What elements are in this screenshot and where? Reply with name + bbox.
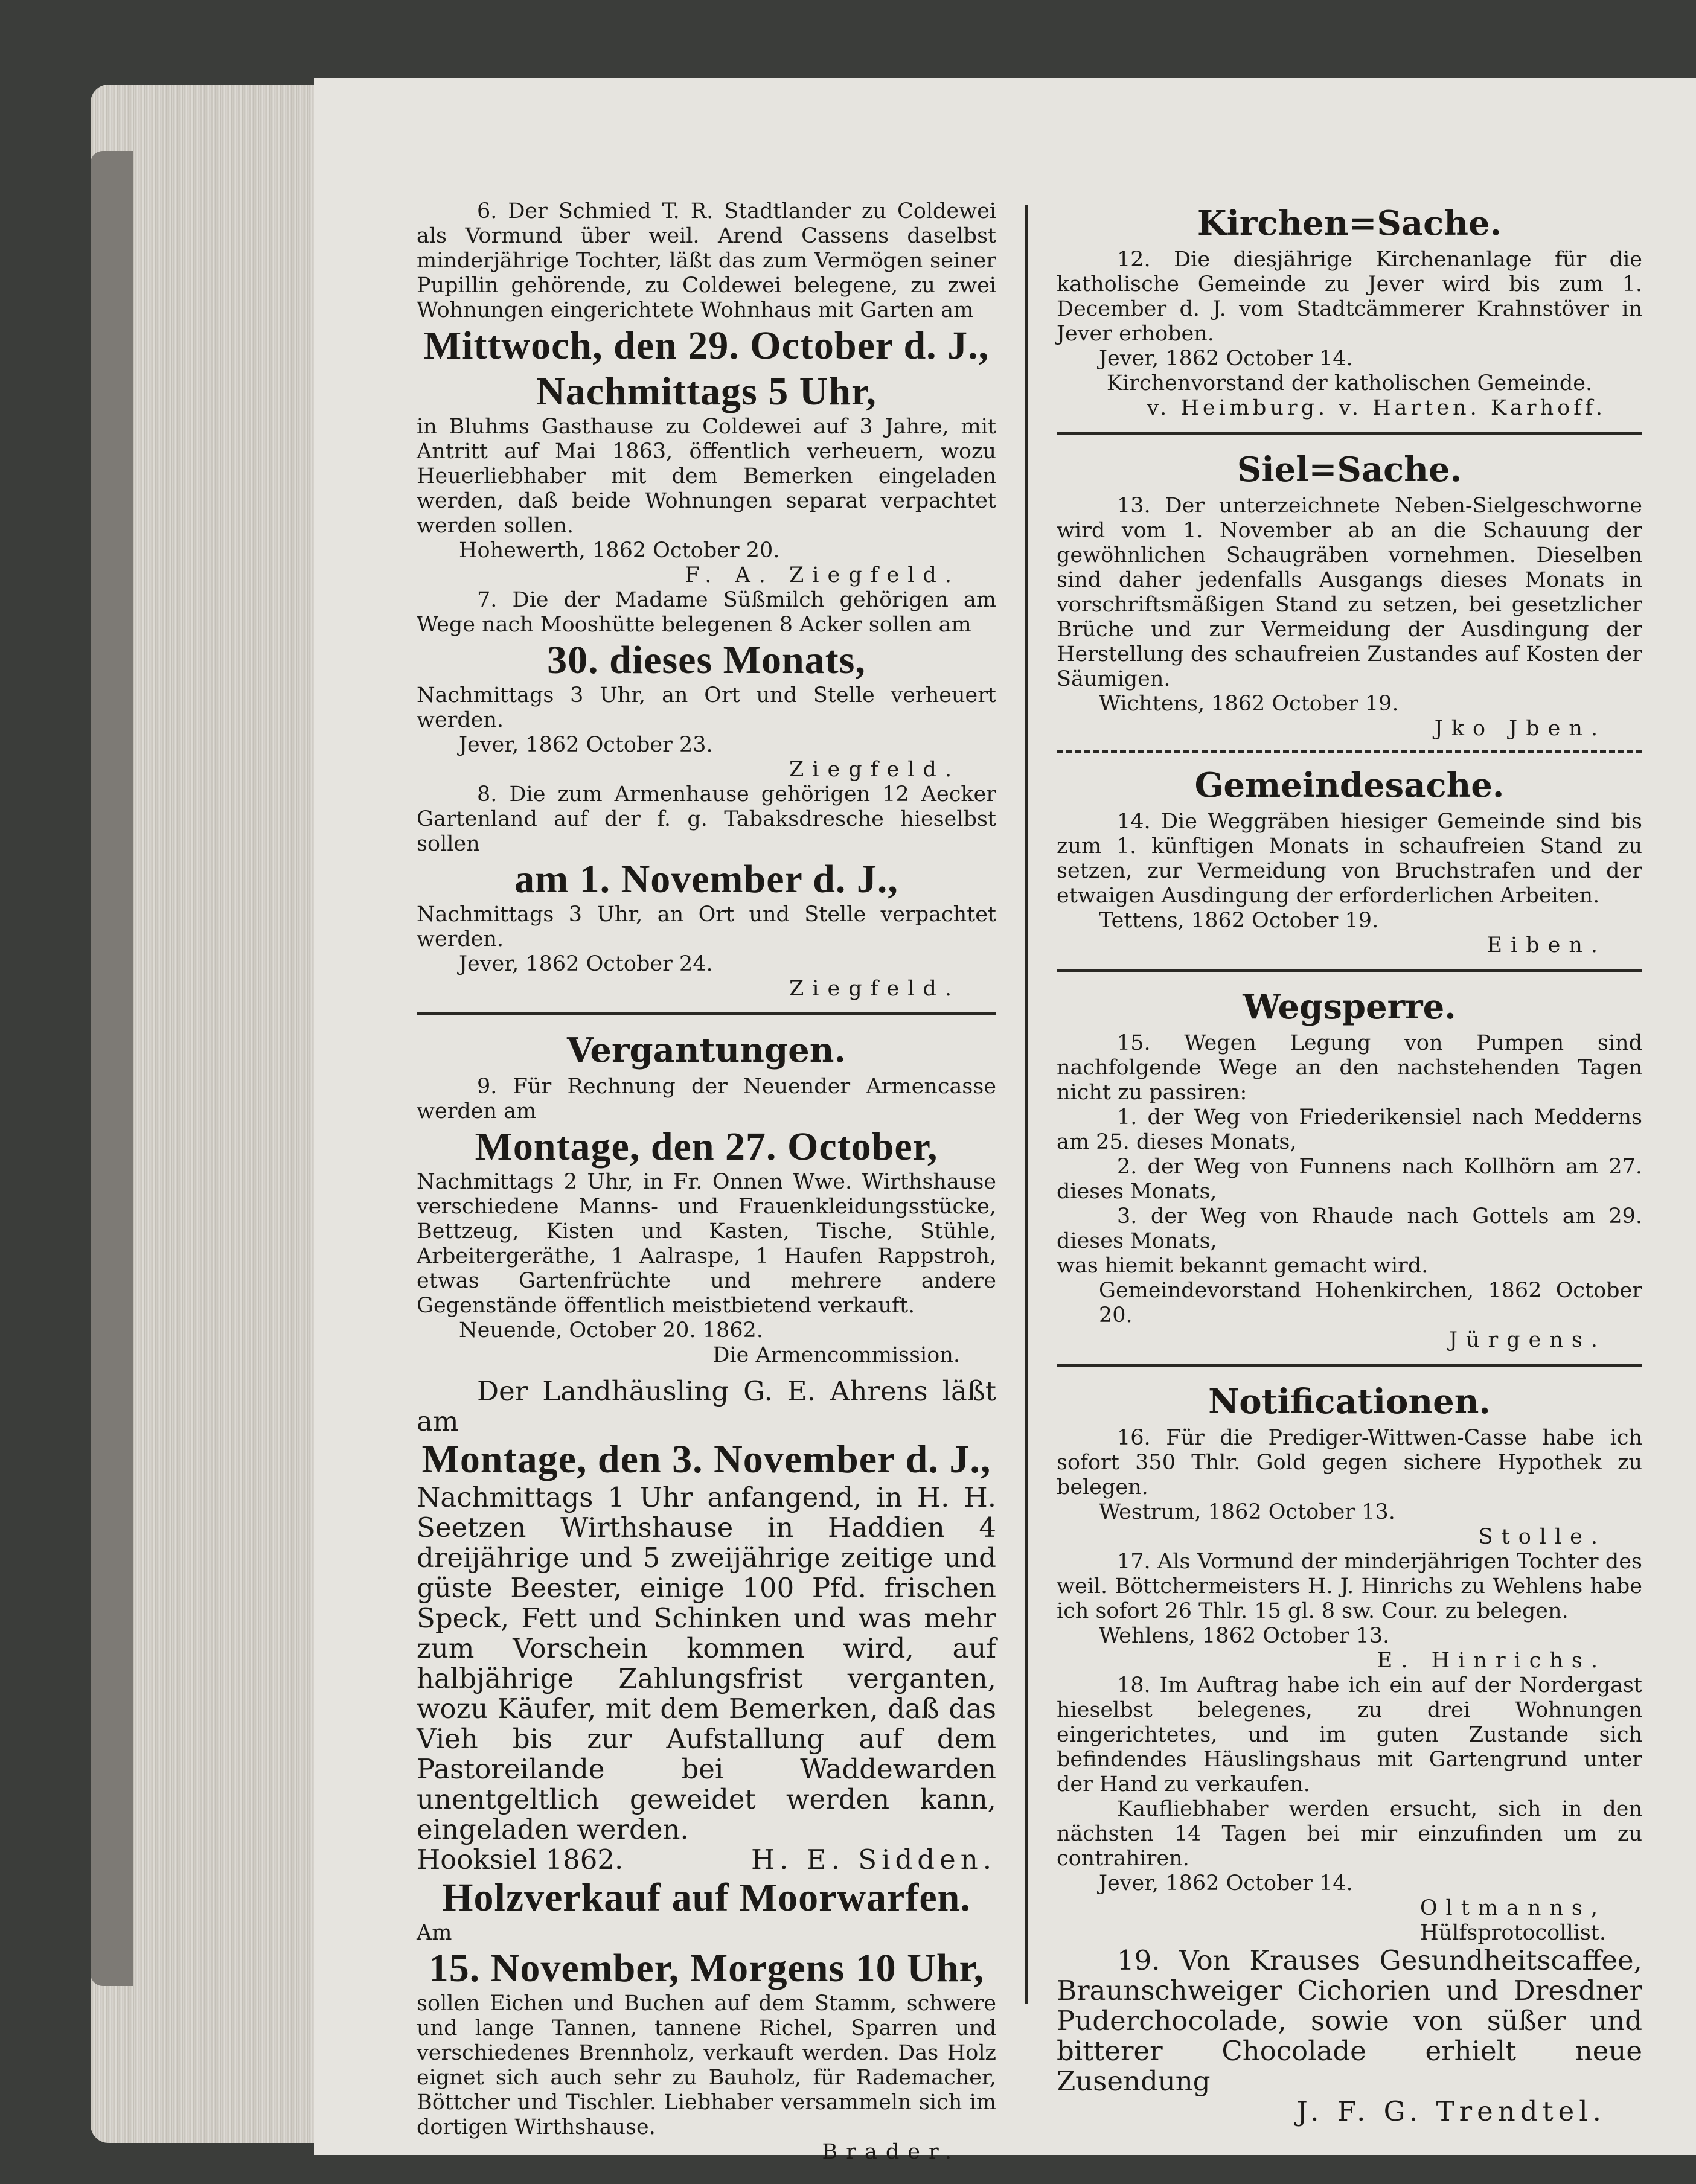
notice-body: Nachmittags 3 Uhr, an Ort und Stelle verheuert werden. [417,683,996,732]
notice-signature: v. Heimburg. v. Harten. Karhoff. [1147,396,1606,420]
notice-body: Kaufliebhaber werden ersucht, sich in den nächsten 14 Tagen bei mir einzufinden um zu contrahiren. [1057,1797,1642,1871]
section-heading-gemeinde: Gemeindesache. [1194,765,1505,805]
notice-body: 17. Als Vormund der minderjährigen Tochter des weil. Böttchermeisters H. J. Hinrichs zu Wehlens habe ich sofort 26 Thlr. 15 gl. 8 sw. Cour. zu belegen. [1057,1550,1642,1623]
section-rule [417,1012,996,1015]
notice-signature: F. A. Ziegfeld. [685,563,960,587]
section-heading-kirchen: Kirchen=Sache. [1197,203,1502,243]
notice-body: Der Landhäusling G. E. Ahrens läßt am [417,1375,996,1437]
notice-date-heading: Montage, den 3. November d. J., [421,1437,991,1481]
section-heading-wegsperre: Wegsperre. [1243,987,1456,1027]
notice-body: 12. Die diesjährige Kirchenanlage für die katholische Gemeinde zu Jever wird bis zum 1. December d. J. vom Stadtcämmerer Krahnstöver in Jever erhoben. [1057,247,1642,346]
notice-16 [1057,1426,1642,1550]
notice-date-heading: am 1. November d. J., [514,857,898,901]
notice-dateline: Westrum, 1862 October 13. [1099,1500,1395,1524]
notice-body: 14. Die Weggräben hiesiger Gemeinde sind bis zum 1. künftigen Monats in schaufreien Stand zu setzen, zur Vermeidung von Bruchstrafen und der etwaigen Ausdingung der erforderlichen Arbeiten. [1057,809,1642,908]
notice-body: was hiemit bekannt gemacht wird. [1057,1254,1429,1278]
notice-signature: Jürgens. [1448,1328,1606,1352]
notice-body: 8. Die zum Armenhause gehörigen 12 Aecker Gartenland auf der f. g. Tabaksdresche hieselbst sollen [417,782,996,856]
notice-organization: Kirchenvorstand der katholischen Gemeinde. [1106,371,1593,395]
notice-signature: H. E. Sidden. [750,1844,996,1876]
notice-body: 9. Für Rechnung der Neuender Armencasse werden am [417,1074,996,1123]
notice-date-heading: Montage, den 27. October, [475,1125,938,1169]
section-heading-vergantungen: Vergantungen. [567,1030,846,1070]
notice-footer [417,1845,996,1875]
section-rule [1057,969,1642,972]
notice-body: 6. Der Schmied T. R. Stadtlander zu Coldewei als Vormund über weil. Arend Cassens daselbst minderjährige Tochter, läßt das zum Vermögen seiner Pupillin gehörende, zu Coldewei belegene, zu zwei Wohnungen eingerichtete Wohnhaus mit Garten am [417,199,996,322]
notice-9 [417,1074,996,1368]
notice-signature: Ziegfeld. [789,758,960,782]
book-spine-shadow [91,151,133,1986]
list-item: 2. der Weg von Funnens nach Kollhörn am 27. dieses Monats, [1057,1155,1642,1204]
notice-dateline: Wehlens, 1862 October 13. [1099,1624,1390,1648]
notice-dateline: Hohewerth, 1862 October 20. [459,538,780,563]
left-column [417,199,996,2165]
notice-signature: Eiben. [1486,933,1606,957]
notice-signature: Stolle. [1478,1525,1606,1549]
section-rule [1057,1364,1642,1367]
notice-body: Nachmittags 3 Uhr, an Ort und Stelle verpachtet werden. [417,902,996,951]
right-column [1057,199,1642,2127]
notice-body: 7. Die der Madame Süßmilch gehörigen am Wege nach Mooshütte belegenen 8 Acker sollen am [417,588,996,637]
notice-12 [1057,247,1642,421]
notice-signature: Oltmanns, [1419,1896,1606,1920]
notice-body: sollen Eichen und Buchen auf dem Stamm, schwere und lange Tannen, tannene Richel, Sparren und verschiedenes Brennholz, verkauft werden. Das Holz eignet sich auch sehr zu Bauholz, für Rademacher, Böttcher und Tischler. Liebhaber versammeln sich im dortigen Wirthshause. [417,1991,996,2139]
notice-title: Holzverkauf auf Moorwarfen. [442,1876,971,1920]
notice-signature: Ziegfeld. [789,977,960,1001]
notice-18 [1057,1673,1642,1946]
notice-organization: Gemeindevorstand Hohenkirchen, 1862 October 20. [1099,1279,1642,1327]
notice-body: in Bluhms Gasthause zu Coldewei auf 3 Jahre, mit Antritt auf Mai 1863, öffentlich verheuern, wozu Heuerliebhaber mit dem Bemerken eingeladen werden, daß beide Wohnungen separat verpachtet werden sollen. [417,415,996,538]
notice-19 [1057,1946,1642,2127]
column-divider [1025,205,1028,2004]
notice-signature-title: Hülfsprotocollist. [1420,1921,1606,1945]
notice-body: 16. Für die Prediger-Wittwen-Casse habe ich sofort 350 Thlr. Gold gegen sichere Hypothek zu belegen. [1057,1426,1642,1499]
notice-holzverkauf [417,1875,996,2165]
notice-dateline: Neuende, October 20. 1862. [459,1318,763,1343]
notice-8 [417,782,996,1001]
notice-body: 13. Der unterzeichnete Neben-Sielgeschworne wird vom 1. November ab an die Schauung der gewöhnlichen Schaugräben vornehmen. Dieselben sind daher jedenfalls Ausgangs dieses Monats in vorschriftsmäßigen Stand zu setzen, bei gesetzlicher Brüche und zur Vermeidung der Ausdingung der Herstellung des schaufreien Zustandes auf Kosten der Säumigen. [1057,494,1642,691]
list-item: 3. der Weg von Rhaude nach Gottels am 29. dieses Monats, [1057,1204,1642,1253]
notice-date-heading: 15. November, Morgens 10 Uhr, [428,1946,985,1990]
notice-body: Nachmittags 1 Uhr anfangend, in H. H. Seetzen Wirthshause in Haddien 4 dreijährige und 5 zweijährige zeitige und güste Beester, einige 100 Pfd. frischen Speck, Fett und Schinken und was mehr zum Vorschein kommen wird, auf halbjährige Zahlungsfrist verganten, wozu Käufer, mit dem Bemerken, daß das Vieh bis zur Aufstallung auf dem Pastoreilande bei Waddewarden unentgeltlich geweidet werden kann, eingeladen werden. [417,1481,996,1845]
section-heading-notificationen: Notificationen. [1208,1382,1491,1422]
notice-dateline: Wichtens, 1862 October 19. [1099,692,1399,716]
notice-7 [417,588,996,782]
notice-signature: Jko Jben. [1434,717,1606,741]
notice-dateline: Jever, 1862 October 23. [459,733,713,757]
notice-dateline: Hooksiel 1862. [417,1844,624,1876]
notice-date-heading: Mittwoch, den 29. October d. J., [423,324,990,368]
notice-13 [1057,494,1642,741]
notice-17 [1057,1550,1642,1673]
notice-6 [417,199,996,588]
section-rule [1057,432,1642,435]
notice-ahrens [417,1376,996,1875]
notice-body: 15. Wegen Legung von Pumpen sind nachfolgende Wege an den nachstehenden Tagen nicht zu passiren: [1057,1031,1642,1105]
notice-dateline: Jever, 1862 October 14. [1099,346,1353,371]
notice-time-heading: Nachmittags 5 Uhr, [536,369,877,413]
notice-body: 19. Von Krauses Gesundheitscaffee, Braunschweiger Cichorien und Dresdner Puderchocolade, sowie von süßer und bitterer Chocolade erhielt neue Zusendung [1057,1944,1642,2097]
list-item: 1. der Weg von Friederikensiel nach Medderns am 25. dieses Monats, [1057,1105,1642,1154]
notice-dateline: Jever, 1862 October 14. [1099,1871,1353,1895]
section-heading-siel: Siel=Sache. [1237,450,1462,490]
notice-am: Am [417,1921,452,1945]
section-rule [1057,750,1642,753]
notice-signature: Brader. [822,2140,960,2164]
notice-signature: J. F. G. Trendtel. [1296,2095,1606,2127]
notice-signature: Die Armencommission. [712,1343,960,1367]
notice-15 [1057,1031,1642,1353]
newspaper-page [314,78,1696,2164]
notice-date-heading: 30. dieses Monats, [547,638,866,682]
notice-body: 18. Im Auftrag habe ich ein auf der Nordergast hieselbst belegenes, zu drei Wohnungen eingerichtetes, und im guten Zustande sich befindendes Häuslingshaus mit Gartengrund unter der Hand zu verkaufen. [1057,1673,1642,1796]
notice-signature: E. Hinrichs. [1377,1649,1606,1673]
notice-dateline: Jever, 1862 October 24. [459,952,713,976]
notice-dateline: Tettens, 1862 October 19. [1099,908,1379,933]
notice-body: Nachmittags 2 Uhr, in Fr. Onnen Wwe. Wirthshause verschiedene Manns- und Frauenkleidungsstücke, Bettzeug, Kisten und Kasten, Tische, Stühle, Arbeitergeräthe, 1 Aalraspe, 1 Haufen Rappstroh, etwas Gartenfrüchte und mehrere andere Gegenstände öffentlich meistbietend verkauft. [417,1170,996,1318]
notice-14 [1057,809,1642,958]
